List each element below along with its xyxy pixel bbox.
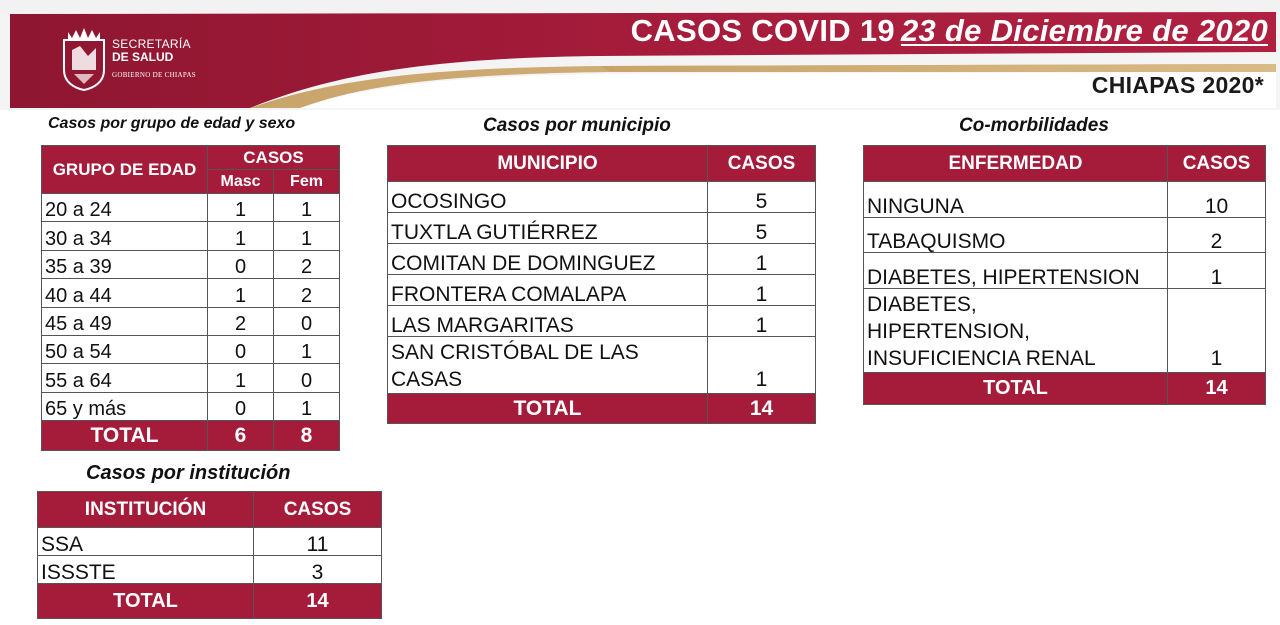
fem-cell: 0 [274,307,340,335]
age-group-cell: 30 a 34 [42,222,208,250]
age-sex-table [41,145,340,451]
header-masc: Masc [208,170,274,194]
table-row [42,307,340,335]
coat-of-arms-icon [58,26,110,92]
table-row [388,275,816,306]
table-row [388,337,816,394]
table-row [864,253,1266,289]
fem-cell: 1 [274,222,340,250]
masc-cell: 1 [208,279,274,307]
age-sex-title: Casos por grupo de edad y sexo [48,115,296,132]
table-row [42,335,340,363]
fem-cell: 1 [274,392,340,420]
municipality-name-cell: OCOSINGO [388,182,708,213]
municipality-title: Casos por municipio [483,115,671,136]
table-row [864,217,1266,253]
municipality-cases-cell: 1 [708,306,816,337]
table-row [38,528,382,556]
table-row [38,556,382,584]
total-label: TOTAL [388,394,708,424]
municipality-cases-cell: 5 [708,182,816,213]
age-group-cell: 35 a 39 [42,250,208,278]
municipality-name-cell: COMITAN DE DOMINGUEZ [388,244,708,275]
logo-line-gobierno: GOBIERNO DE CHIAPAS [112,71,197,79]
masc-cell: 2 [208,307,274,335]
table-row [42,279,340,307]
page-title [631,13,1268,49]
municipality-name-cell: FRONTERA COMALAPA [388,275,708,306]
disease-cases-cell: 10 [1168,182,1266,218]
logo-line-salud: DE SALUD [112,50,174,64]
header-institution: INSTITUCIÓN [38,492,254,528]
header-disease: ENFERMEDAD [864,146,1168,182]
institution-table [37,491,382,619]
total-label: TOTAL [864,372,1168,404]
header-age-group: GRUPO DE EDAD [42,146,208,194]
total-row [38,584,382,619]
title-text: CASOS COVID 19 [630,13,895,48]
table-row [42,250,340,278]
disease-cases-cell: 1 [1168,288,1266,372]
fem-cell: 1 [274,194,340,222]
table-row [388,244,816,275]
municipality-cases-cell: 1 [708,275,816,306]
disease-cases-cell: 1 [1168,253,1266,289]
disease-name-cell: DIABETES, HIPERTENSION, INSUFICIENCIA RENAL [864,288,1168,372]
institution-name-cell: SSA [38,528,254,556]
page-subtitle: CHIAPAS 2020* [1091,72,1264,98]
masc-cell: 1 [208,194,274,222]
institution-name-cell: ISSSTE [38,556,254,584]
fem-cell: 2 [274,250,340,278]
masc-cell: 0 [208,250,274,278]
disease-name-cell: NINGUNA [864,182,1168,218]
municipality-cases-cell: 5 [708,213,816,244]
header-municipality: MUNICIPIO [388,146,708,182]
total-label: TOTAL [42,421,208,451]
total-cases: 14 [254,584,382,619]
header-cases: CASOS [254,492,382,528]
age-group-cell: 20 a 24 [42,194,208,222]
header-banner [0,0,1280,110]
age-group-cell: 50 a 54 [42,335,208,363]
header-cases: CASOS [208,146,340,170]
fem-cell: 1 [274,335,340,363]
table-row [388,306,816,337]
masc-cell: 0 [208,335,274,363]
disease-name-cell: TABAQUISMO [864,217,1168,253]
total-label: TOTAL [38,584,254,619]
total-fem: 8 [274,421,340,451]
header-fem: Fem [274,170,340,194]
table-row [388,182,816,213]
municipality-name-cell: TUXTLA GUTIÉRREZ [388,213,708,244]
disease-name-cell: DIABETES, HIPERTENSION [864,253,1168,289]
header-cases: CASOS [1168,146,1266,182]
masc-cell: 0 [208,392,274,420]
masc-cell: 1 [208,364,274,392]
disease-cases-cell: 2 [1168,217,1266,253]
title-date: 23 de Diciembre de 2020 [900,13,1268,48]
municipality-table [387,145,816,424]
municipality-name-cell: LAS MARGARITAS [388,306,708,337]
age-group-cell: 40 a 44 [42,279,208,307]
masc-cell: 1 [208,222,274,250]
comorbidities-table [863,145,1266,405]
institution-cases-cell: 3 [254,556,382,584]
table-row [42,222,340,250]
total-masc: 6 [208,421,274,451]
fem-cell: 0 [274,364,340,392]
age-group-cell: 45 a 49 [42,307,208,335]
fem-cell: 2 [274,279,340,307]
table-row [864,182,1266,218]
total-cases: 14 [708,394,816,424]
table-row [42,194,340,222]
municipality-cases-cell: 1 [708,337,816,394]
table-row [388,213,816,244]
municipality-name-cell: SAN CRISTÓBAL DE LAS CASAS [388,337,708,394]
institution-cases-cell: 11 [254,528,382,556]
total-row [864,372,1266,404]
total-row [388,394,816,424]
institution-title: Casos por institución [86,462,291,484]
table-row [864,288,1266,372]
logo-text [112,38,196,79]
table-row [42,392,340,420]
total-row [42,421,340,451]
comorbidities-title: Co-morbilidades [959,115,1109,136]
age-group-cell: 65 y más [42,392,208,420]
total-cases: 14 [1168,372,1266,404]
table-row [42,364,340,392]
header-cases: CASOS [708,146,816,182]
age-group-cell: 55 a 64 [42,364,208,392]
logo-line-secretaria: SECRETARÍA [112,37,191,51]
municipality-cases-cell: 1 [708,244,816,275]
